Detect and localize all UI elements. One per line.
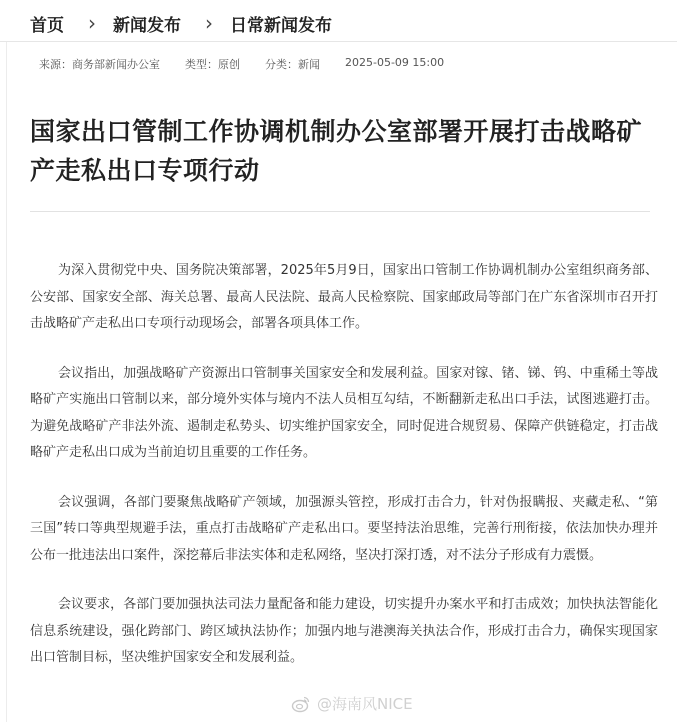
title-divider [30,211,650,212]
chevron-right-icon: › [88,11,96,35]
article-meta [39,56,469,72]
article-paragraph: 会议指出，加强战略矿产资源出口管制事关国家安全和发展利益。国家对镓、锗、锑、钨、中重稀土等战略矿产实施出口管制以来，部分境外实体与境内不法人员相互勾结，不断翻新走私出口手法，试图逃避打击。为避免战略矿产非法外流、遏制走私势头、切实维护国家安全，同时促进合规贸易、保障产供链稳定，打击战略矿产走私出口成为当前迫切且重要的工作任务。 [30,365,658,460]
weibo-icon [291,694,311,714]
meta-datetime: 2025-05-09 15:00 [345,56,445,69]
article-paragraph: 为深入贯彻党中央、国务院决策部署，2025年5月9日，国家出口管制工作协调机制办公室组织商务部、公安部、国家安全部、海关总署、最高人民法院、最高人民检察院、国家邮政局等部门在广东省深圳市召开打击战略矿产走私出口专项行动现场会，部署各项具体工作。 [30,263,658,331]
article-paragraph: 会议强调，各部门要聚焦战略矿产领域，加强源头管控，形成打击合力，针对伪报瞒报、夹藏走私、“第三国”转口等典型规避手法，重点打击战略矿产走私出口。要坚持法治思维，完善行刑衔接，依法加快办理并公布一批违法出口案件，深挖幕后非法实体和走私网络，坚决打深打透，对不法分子形成有力震慑。 [30,494,658,563]
breadcrumb [30,10,332,36]
meta-type: 类型：原创 [185,58,240,71]
breadcrumb-home-link[interactable]: 首页 [30,15,64,36]
meta-category: 分类：新闻 [265,58,320,71]
breadcrumb-news-link[interactable]: 新闻发布 [113,15,181,36]
breadcrumb-daily-news-link[interactable]: 日常新闻发布 [230,15,332,36]
watermark [291,693,413,714]
watermark-text: @海南风NICE [317,695,413,713]
meta-source: 来源：商务部新闻办公室 [39,58,160,71]
article-title: 国家出口管制工作协调机制办公室部署开展打击战略矿产走私出口专项行动 [30,117,643,185]
chevron-right-icon: › [205,11,213,35]
left-border [6,42,7,722]
article-body [30,258,658,695]
article-paragraph: 会议要求，各部门要加强执法司法力量配备和能力建设，切实提升办案水平和打击成效；加快执法智能化信息系统建设，强化跨部门、跨区域执法协作；加强内地与港澳海关执法合作，形成打击合力，确保实现国家出口管制目标，坚决维护国家安全和发展利益。 [30,597,658,665]
header-divider [0,41,677,42]
